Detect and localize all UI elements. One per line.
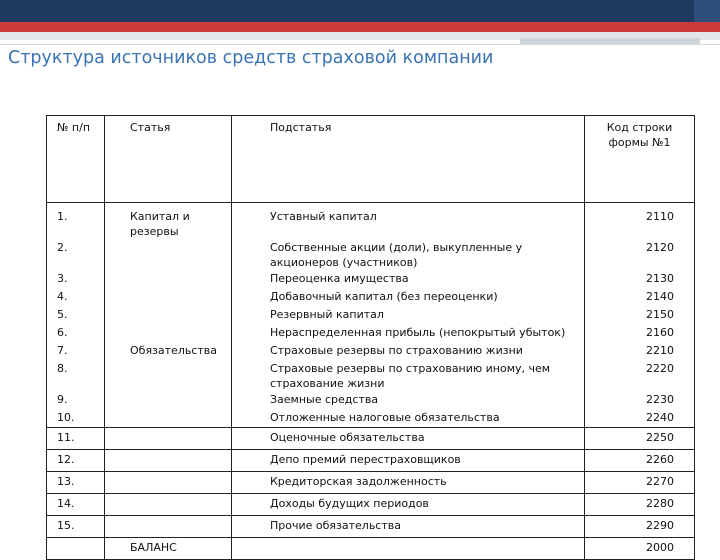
header-code: Код строки формы №1 <box>585 116 695 203</box>
table-row <box>47 239 695 270</box>
row-num: 9. <box>47 391 105 409</box>
row-article <box>105 360 232 391</box>
table-header-row <box>47 116 695 203</box>
table-row <box>47 203 695 240</box>
row-code: 2140 <box>585 288 695 306</box>
header-bar-accent <box>694 0 720 22</box>
row-subarticle: Переоценка имущества <box>232 270 585 288</box>
row-article: Капитал и резервы <box>105 203 232 240</box>
table-row <box>47 270 695 288</box>
row-num: 11. <box>47 428 105 450</box>
table-row <box>47 324 695 342</box>
table-row <box>47 288 695 306</box>
row-article <box>105 472 232 494</box>
row-subarticle: Собственные акции (доли), выкупленные у акционеров (участников) <box>232 239 585 270</box>
row-code: 2280 <box>585 494 695 516</box>
table-row <box>47 450 695 472</box>
row-subarticle: Доходы будущих периодов <box>232 494 585 516</box>
row-code: 2270 <box>585 472 695 494</box>
row-subarticle: Добавочный капитал (без переоценки) <box>232 288 585 306</box>
row-code: 2120 <box>585 239 695 270</box>
row-num: 8. <box>47 360 105 391</box>
table-row <box>47 409 695 428</box>
row-subarticle <box>232 538 585 560</box>
table-row <box>47 391 695 409</box>
row-num: 15. <box>47 516 105 538</box>
header-bar-dark <box>0 0 720 22</box>
row-article: Обязательства <box>105 342 232 360</box>
row-article <box>105 494 232 516</box>
row-subarticle: Уставный капитал <box>232 203 585 240</box>
row-article: БАЛАНС <box>105 538 232 560</box>
row-num <box>47 538 105 560</box>
row-subarticle: Страховые резервы по страхованию жизни <box>232 342 585 360</box>
row-article <box>105 450 232 472</box>
row-article <box>105 428 232 450</box>
row-code: 2000 <box>585 538 695 560</box>
table-row <box>47 472 695 494</box>
row-article <box>105 516 232 538</box>
row-subarticle: Депо премий перестраховщиков <box>232 450 585 472</box>
table-row <box>47 306 695 324</box>
table-row <box>47 342 695 360</box>
row-article <box>105 324 232 342</box>
structure-table <box>46 115 695 560</box>
row-subarticle: Отложенные налоговые обязательства <box>232 409 585 428</box>
row-article <box>105 288 232 306</box>
row-subarticle: Кредиторская задолженность <box>232 472 585 494</box>
row-subarticle: Страховые резервы по страхованию иному, чем страхование жизни <box>232 360 585 391</box>
row-code: 2210 <box>585 342 695 360</box>
header-num: № п/п <box>47 116 105 203</box>
row-code: 2160 <box>585 324 695 342</box>
row-code: 2230 <box>585 391 695 409</box>
row-num: 13. <box>47 472 105 494</box>
row-subarticle: Прочие обязательства <box>232 516 585 538</box>
row-code: 2290 <box>585 516 695 538</box>
row-num: 6. <box>47 324 105 342</box>
row-subarticle: Оценочные обязательства <box>232 428 585 450</box>
row-code: 2250 <box>585 428 695 450</box>
table-row <box>47 494 695 516</box>
row-subarticle: Нераспределенная прибыль (непокрытый убыток) <box>232 324 585 342</box>
header-article: Статья <box>105 116 232 203</box>
row-code: 2150 <box>585 306 695 324</box>
header-divider <box>0 44 720 45</box>
row-article <box>105 391 232 409</box>
row-num: 1. <box>47 203 105 240</box>
row-code: 2240 <box>585 409 695 428</box>
row-article <box>105 239 232 270</box>
row-num: 3. <box>47 270 105 288</box>
row-num: 12. <box>47 450 105 472</box>
header-subarticle: Подстатья <box>232 116 585 203</box>
row-code: 2130 <box>585 270 695 288</box>
row-code: 2220 <box>585 360 695 391</box>
row-code: 2110 <box>585 203 695 240</box>
row-article <box>105 409 232 428</box>
row-num: 5. <box>47 306 105 324</box>
row-code: 2260 <box>585 450 695 472</box>
row-article <box>105 270 232 288</box>
row-num: 7. <box>47 342 105 360</box>
row-num: 10. <box>47 409 105 428</box>
table-row <box>47 360 695 391</box>
row-num: 2. <box>47 239 105 270</box>
row-article <box>105 306 232 324</box>
row-num: 4. <box>47 288 105 306</box>
slide-title: Структура источников средств страховой компании <box>8 48 494 68</box>
table-row <box>47 516 695 538</box>
table-row-total <box>47 538 695 560</box>
header-bar-red <box>0 22 720 32</box>
table-row <box>47 428 695 450</box>
row-subarticle: Заемные средства <box>232 391 585 409</box>
row-subarticle: Резервный капитал <box>232 306 585 324</box>
row-num: 14. <box>47 494 105 516</box>
